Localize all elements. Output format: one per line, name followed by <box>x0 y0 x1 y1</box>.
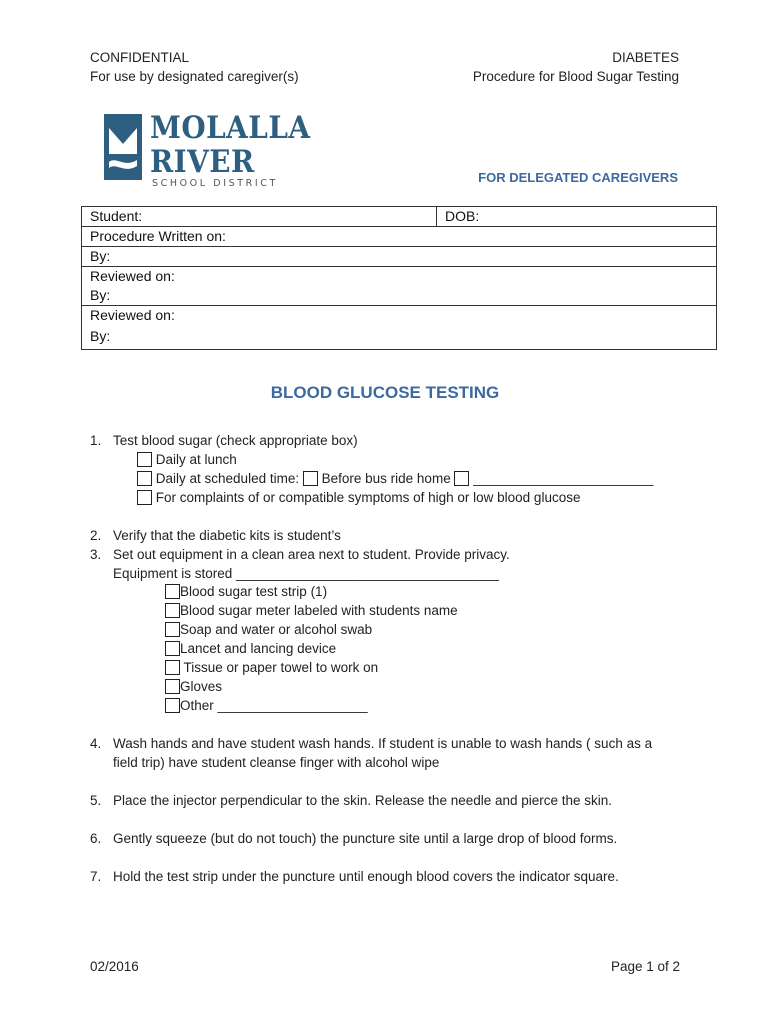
logo-line-river: RIVER <box>150 144 255 180</box>
table-row <box>82 306 717 328</box>
reviewed-by-field-1[interactable]: By: <box>82 286 717 306</box>
table-row <box>82 327 717 350</box>
equipment-item <box>165 658 378 677</box>
school-district-logo <box>104 110 311 194</box>
step-3-text: Set out equipment in a clean area next to student. Provide privacy. <box>113 547 510 562</box>
equipment-item-label: Gloves <box>180 679 223 694</box>
option-before-bus-label: Before bus ride home <box>321 471 451 486</box>
step-2-number: 2. <box>90 528 102 543</box>
header-left <box>90 48 299 86</box>
caregiver-note: For use by designated caregiver(s) <box>90 69 299 84</box>
procedure-subtitle: Procedure for Blood Sugar Testing <box>472 69 679 84</box>
equipment-stored-line[interactable]: Equipment is stored ___________________________________ <box>113 566 499 581</box>
table-row <box>82 286 717 306</box>
equipment-item-label: Tissue or paper towel to work on <box>180 660 379 675</box>
step-4-text-line1: Wash hands and have student wash hands. If student is unable to wash hands ( such as a <box>113 736 653 751</box>
reviewed-by-field-2[interactable]: By: <box>82 327 717 350</box>
checkbox-scheduled-time[interactable] <box>137 471 152 486</box>
table-row <box>82 267 717 287</box>
header-right <box>473 48 679 86</box>
logo-line-molalla: MOLALLA <box>150 110 311 146</box>
procedure-written-field[interactable]: Procedure Written on: <box>82 227 717 247</box>
step-6-text: Gently squeeze (but do not touch) the puncture site until a large drop of blood forms. <box>113 831 618 846</box>
step-7-number: 7. <box>90 869 102 884</box>
confidential-label: CONFIDENTIAL <box>90 50 190 65</box>
logo-line-school-district: SCHOOL DISTRICT <box>152 178 278 189</box>
step-5-text: Place the injector perpendicular to the skin. Release the needle and pierce the skin. <box>113 793 613 808</box>
option-scheduled-time <box>137 469 653 488</box>
reviewed-on-field-2[interactable]: Reviewed on: <box>82 306 717 328</box>
river-logo-icon <box>104 114 142 180</box>
reviewed-on-field-1[interactable]: Reviewed on: <box>82 267 717 287</box>
equipment-item-label: Other ____________________ <box>180 698 368 713</box>
equipment-item <box>165 620 372 639</box>
student-field[interactable]: Student: <box>82 207 437 227</box>
checkbox-before-bus[interactable] <box>303 471 318 486</box>
step-5-number: 5. <box>90 793 102 808</box>
checkbox-tissue[interactable] <box>165 660 180 675</box>
checkbox-other[interactable] <box>165 698 180 713</box>
option-daily-lunch-label: Daily at lunch <box>155 452 237 467</box>
checkbox-meter[interactable] <box>165 603 180 618</box>
option-complaints <box>137 488 580 507</box>
step-1-text: Test blood sugar (check appropriate box) <box>113 433 358 448</box>
checkbox-soap[interactable] <box>165 622 180 637</box>
step-1-number: 1. <box>90 433 102 448</box>
option-complaints-label: For complaints of or compatible symptoms of high or low blood glucose <box>155 490 581 505</box>
checkbox-gloves[interactable] <box>165 679 180 694</box>
equipment-item <box>165 696 368 715</box>
checkbox-lancet[interactable] <box>165 641 180 656</box>
checkbox-complaints[interactable] <box>137 490 152 505</box>
checkbox-daily-lunch[interactable] <box>137 452 152 467</box>
table-row <box>82 207 717 227</box>
equipment-item-label: Blood sugar test strip (1) <box>180 584 328 599</box>
step-6-number: 6. <box>90 831 102 846</box>
option-daily-lunch <box>137 450 237 469</box>
footer-date: 02/2016 <box>90 959 139 974</box>
option-scheduled-label: Daily at scheduled time: <box>155 471 300 486</box>
step-2-text: Verify that the diabetic kits is student’s <box>113 528 341 543</box>
checkbox-other-time[interactable] <box>454 471 469 486</box>
written-by-field[interactable]: By: <box>82 247 717 267</box>
student-info-table <box>81 206 717 350</box>
dob-field[interactable]: DOB: <box>437 207 717 227</box>
equipment-item-label: Blood sugar meter labeled with students name <box>180 603 458 618</box>
table-row <box>82 227 717 247</box>
equipment-item <box>165 639 336 658</box>
equipment-item-label: Lancet and lancing device <box>180 641 337 656</box>
checkbox-test-strip[interactable] <box>165 584 180 599</box>
diabetes-label: DIABETES <box>612 50 679 65</box>
step-7-text: Hold the test strip under the puncture until enough blood covers the indicator square. <box>113 869 619 884</box>
step-4-text-line2: field trip) have student cleanse finger with alcohol wipe <box>113 755 440 770</box>
footer-page-number: Page 1 of 2 <box>610 959 680 974</box>
other-time-blank[interactable]: ________________________ <box>473 471 654 486</box>
equipment-item <box>165 677 222 696</box>
equipment-item <box>165 582 327 601</box>
step-3-number: 3. <box>90 547 102 562</box>
page-title: BLOOD GLUCOSE TESTING <box>270 383 500 402</box>
table-row <box>82 247 717 267</box>
equipment-item <box>165 601 458 620</box>
equipment-item-label: Soap and water or alcohol swab <box>180 622 373 637</box>
delegated-caregivers-label: FOR DELEGATED CAREGIVERS <box>478 170 678 185</box>
step-4-number: 4. <box>90 736 102 751</box>
